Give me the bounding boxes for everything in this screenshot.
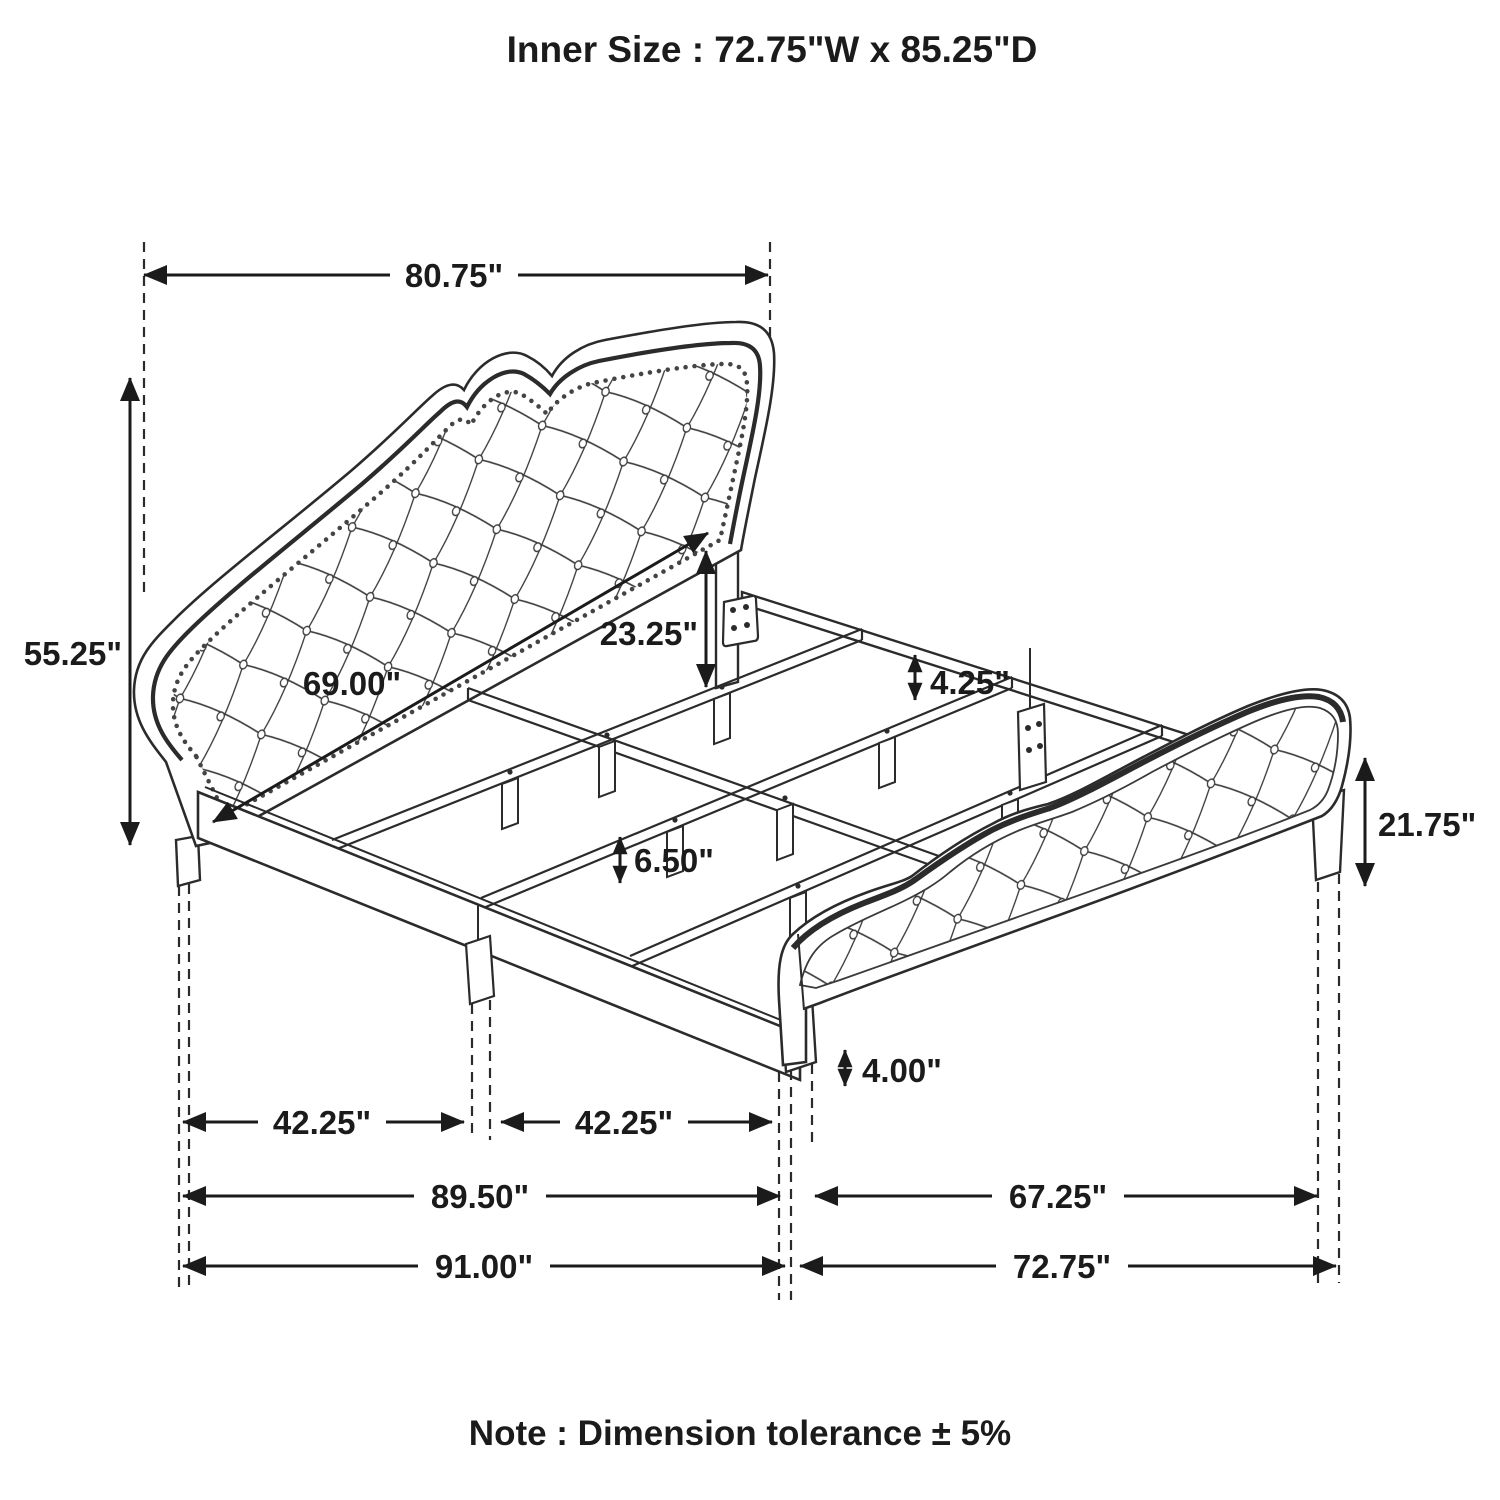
dim-support-leg-label: 6.50" <box>634 842 714 879</box>
dim-overall-width <box>144 257 768 294</box>
front-side-rail <box>198 787 803 1080</box>
dim-rail-height-label: 4.25" <box>930 664 1010 701</box>
dim-support-leg <box>620 837 714 883</box>
dim-overall-width-label: 80.75" <box>404 257 504 294</box>
dim-overall-length-label: 91.00" <box>434 1248 534 1285</box>
dim-footboard-height <box>1365 758 1476 886</box>
dim-headboard-inner-width-label: 69.00" <box>302 665 402 702</box>
dim-frame-length-label: 89.50" <box>430 1178 530 1215</box>
dim-footboard-span <box>815 1178 1317 1215</box>
dim-overall-length <box>183 1248 785 1285</box>
bed-frame-drawing <box>134 242 1351 1300</box>
dim-headboard-height <box>24 378 130 845</box>
dim-headboard-height-label: 55.25" <box>23 635 122 672</box>
dim-slat-spacing-right <box>501 1104 772 1141</box>
dim-overall-depth-label: 72.75" <box>1012 1248 1112 1285</box>
tolerance-note: Note : Dimension tolerance ± 5% <box>468 1414 1012 1453</box>
dim-overall-depth <box>800 1248 1336 1285</box>
page-title: Inner Size : 72.75"W x 85.25"D <box>506 29 1038 70</box>
dim-frame-length <box>183 1178 780 1215</box>
dim-footboard-span-label: 67.25" <box>1008 1178 1108 1215</box>
frame-mid-leg <box>466 936 494 1004</box>
dim-slat-spacing-left <box>183 1104 464 1141</box>
dim-slat-spacing-left-label: 42.25" <box>272 1104 372 1141</box>
dim-footboard-height-label: 21.75" <box>1378 806 1477 843</box>
dim-footboard-leg <box>845 1050 942 1089</box>
rail-bracket <box>723 596 758 646</box>
dim-footboard-leg-label: 4.00" <box>862 1052 942 1089</box>
dim-slat-spacing-right-label: 42.25" <box>574 1104 674 1141</box>
dim-headboard-leg-label: 23.25" <box>599 615 698 652</box>
footboard <box>779 689 1351 1072</box>
